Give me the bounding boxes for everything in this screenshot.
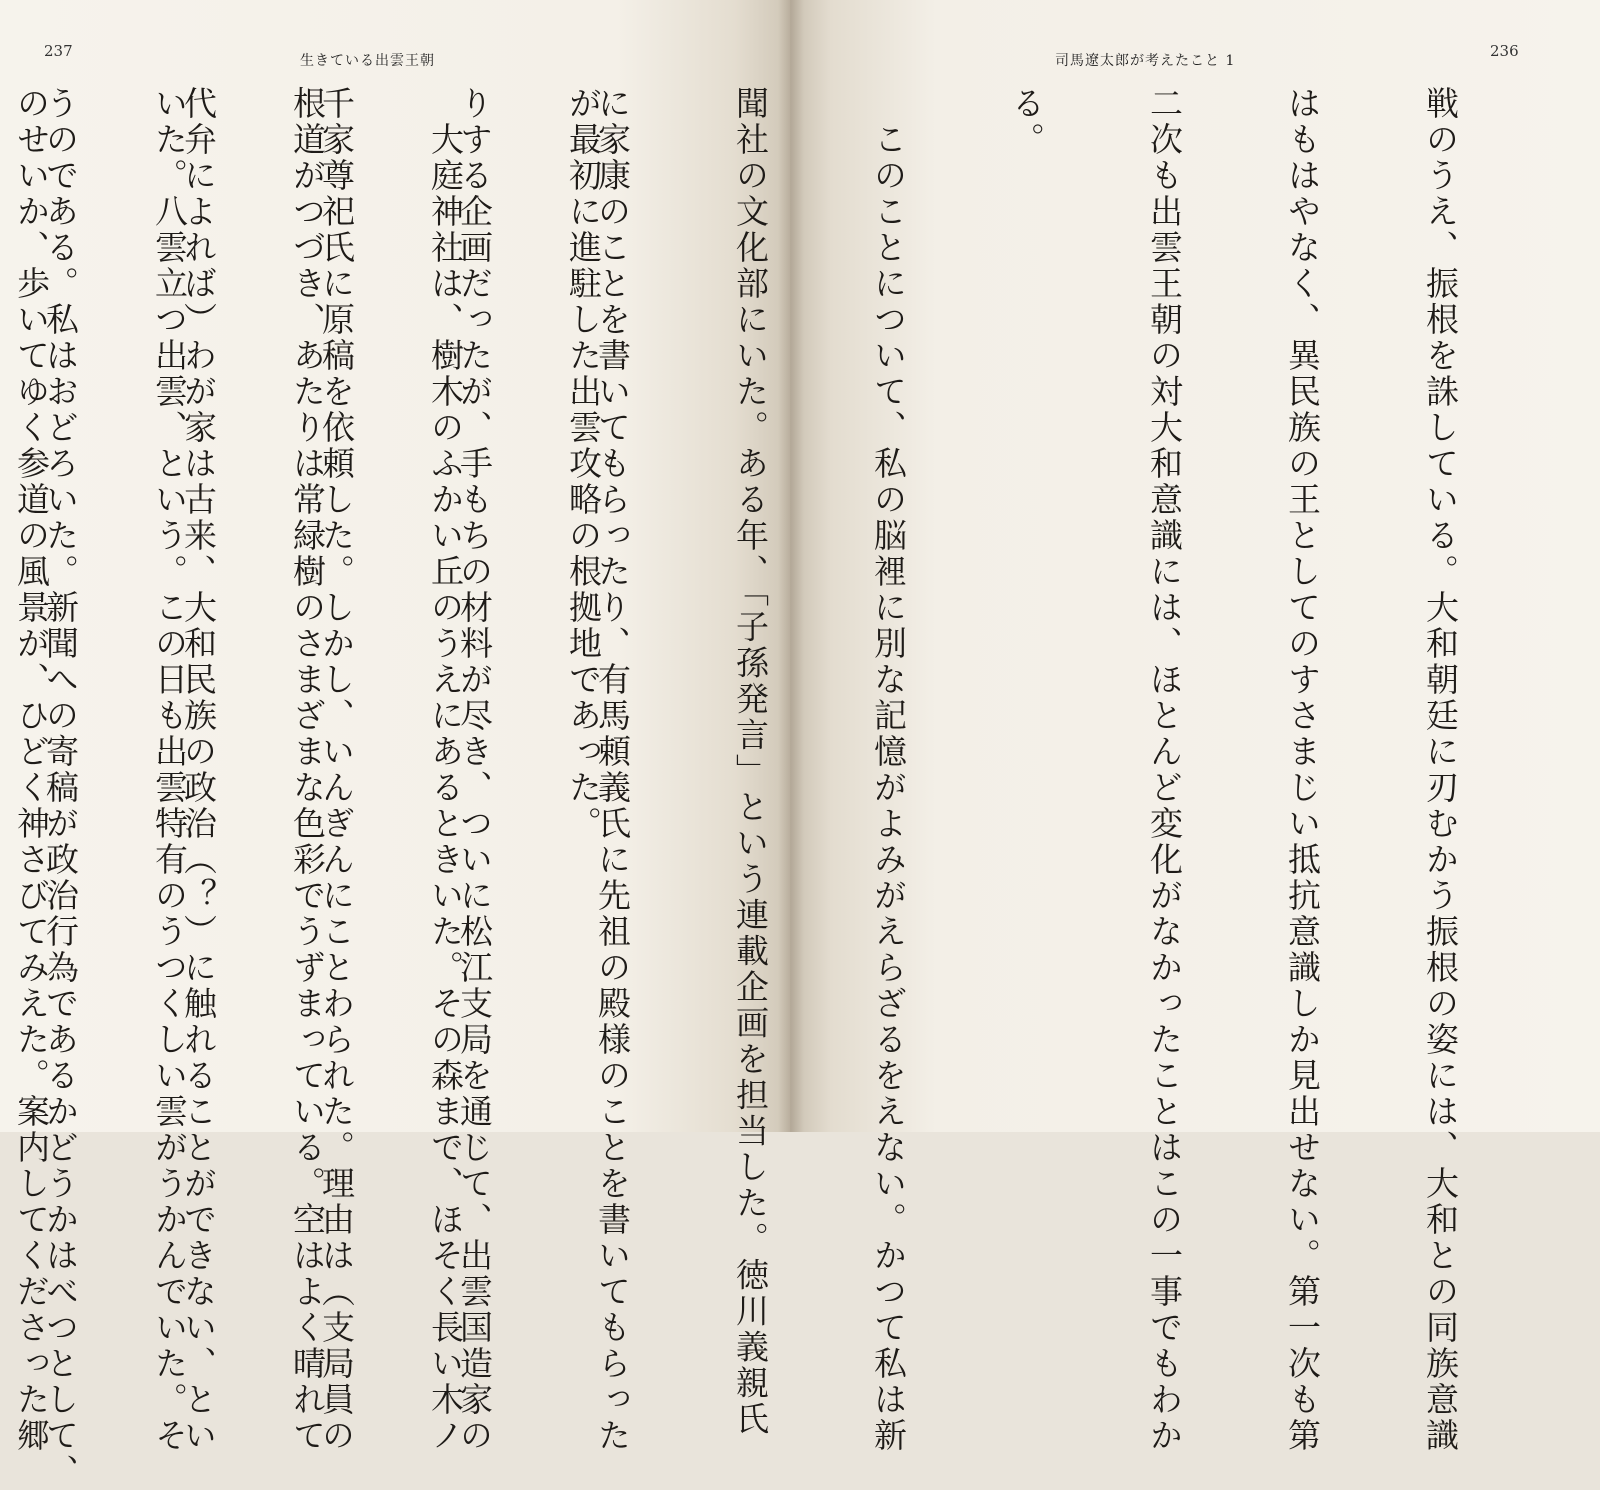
text-line: 大庭神社は、樹木のふかい丘のうえにあるときいた。その森まで、ほそく長い木ノ: [426, 86, 465, 1454]
text-line: に家康のことを書いてもらったり、有馬頼義氏に先祖の殿様のことを書いてもらった: [593, 86, 632, 1454]
right-page-number: 236: [1490, 42, 1519, 60]
text-line: 千家尊祀氏に原稿を依頼した。しかし、いんぎんにことわられた。理由は（支局員の: [317, 86, 356, 1454]
text-line: のせいか、歩いてゆく参道の風景が、ひどく神さびてみえた。案内してくださった郷: [12, 86, 51, 1454]
text-line: る。: [1007, 86, 1046, 158]
text-line: 代弁によれば）わが家は古来、大和民族の政治（？）に触れることができない、とい: [179, 86, 218, 1454]
text-line: 根道がつづき、あたりは常緑樹のさまざまな色彩でうずまっている。空はよく晴れて: [288, 86, 327, 1454]
text-line: が最初に進駐した出雲攻略の根拠地であった。: [564, 86, 603, 842]
text-line: うのである。私はおどろいた。新聞への寄稿が政治行為であるかどうかはべつとして、: [41, 86, 80, 1490]
text-line: はもはやなく、異民族の王としてのすさまじい抵抗意識しか見出せない。第一次も第: [1283, 86, 1322, 1454]
text-line: このことについて、私の脳裡に別な記憶がよみがえらざるをえない。かつて私は新: [869, 86, 908, 1454]
text-line: 二次も出雲王朝の対大和意識には、ほとんど変化がなかったことはこの一事でもわか: [1145, 86, 1184, 1454]
text-line: 聞社の文化部にいた。ある年、「子孫発言」という連載企画を担当した。徳川義親氏: [731, 86, 770, 1438]
left-running-head: 生きている出雲王朝: [300, 53, 435, 69]
left-page-number: 237: [44, 42, 73, 60]
book-gutter: [778, 0, 804, 1132]
right-running-head: 司馬遼太郎が考えたこと 1: [1055, 53, 1236, 69]
text-line: りする企画だったが、手もちの材料が尽き、ついに松江支局を通じて、出雲国造家の: [455, 86, 494, 1454]
text-line: 戦のうえ、振根を誅している。大和朝廷に刃むかう振根の姿には、大和との同族意識: [1421, 86, 1460, 1454]
text-line: いた。八雲立つ出雲、という。この日も出雲特有のうつくしい雲がうかんでいた。そ: [150, 86, 189, 1454]
